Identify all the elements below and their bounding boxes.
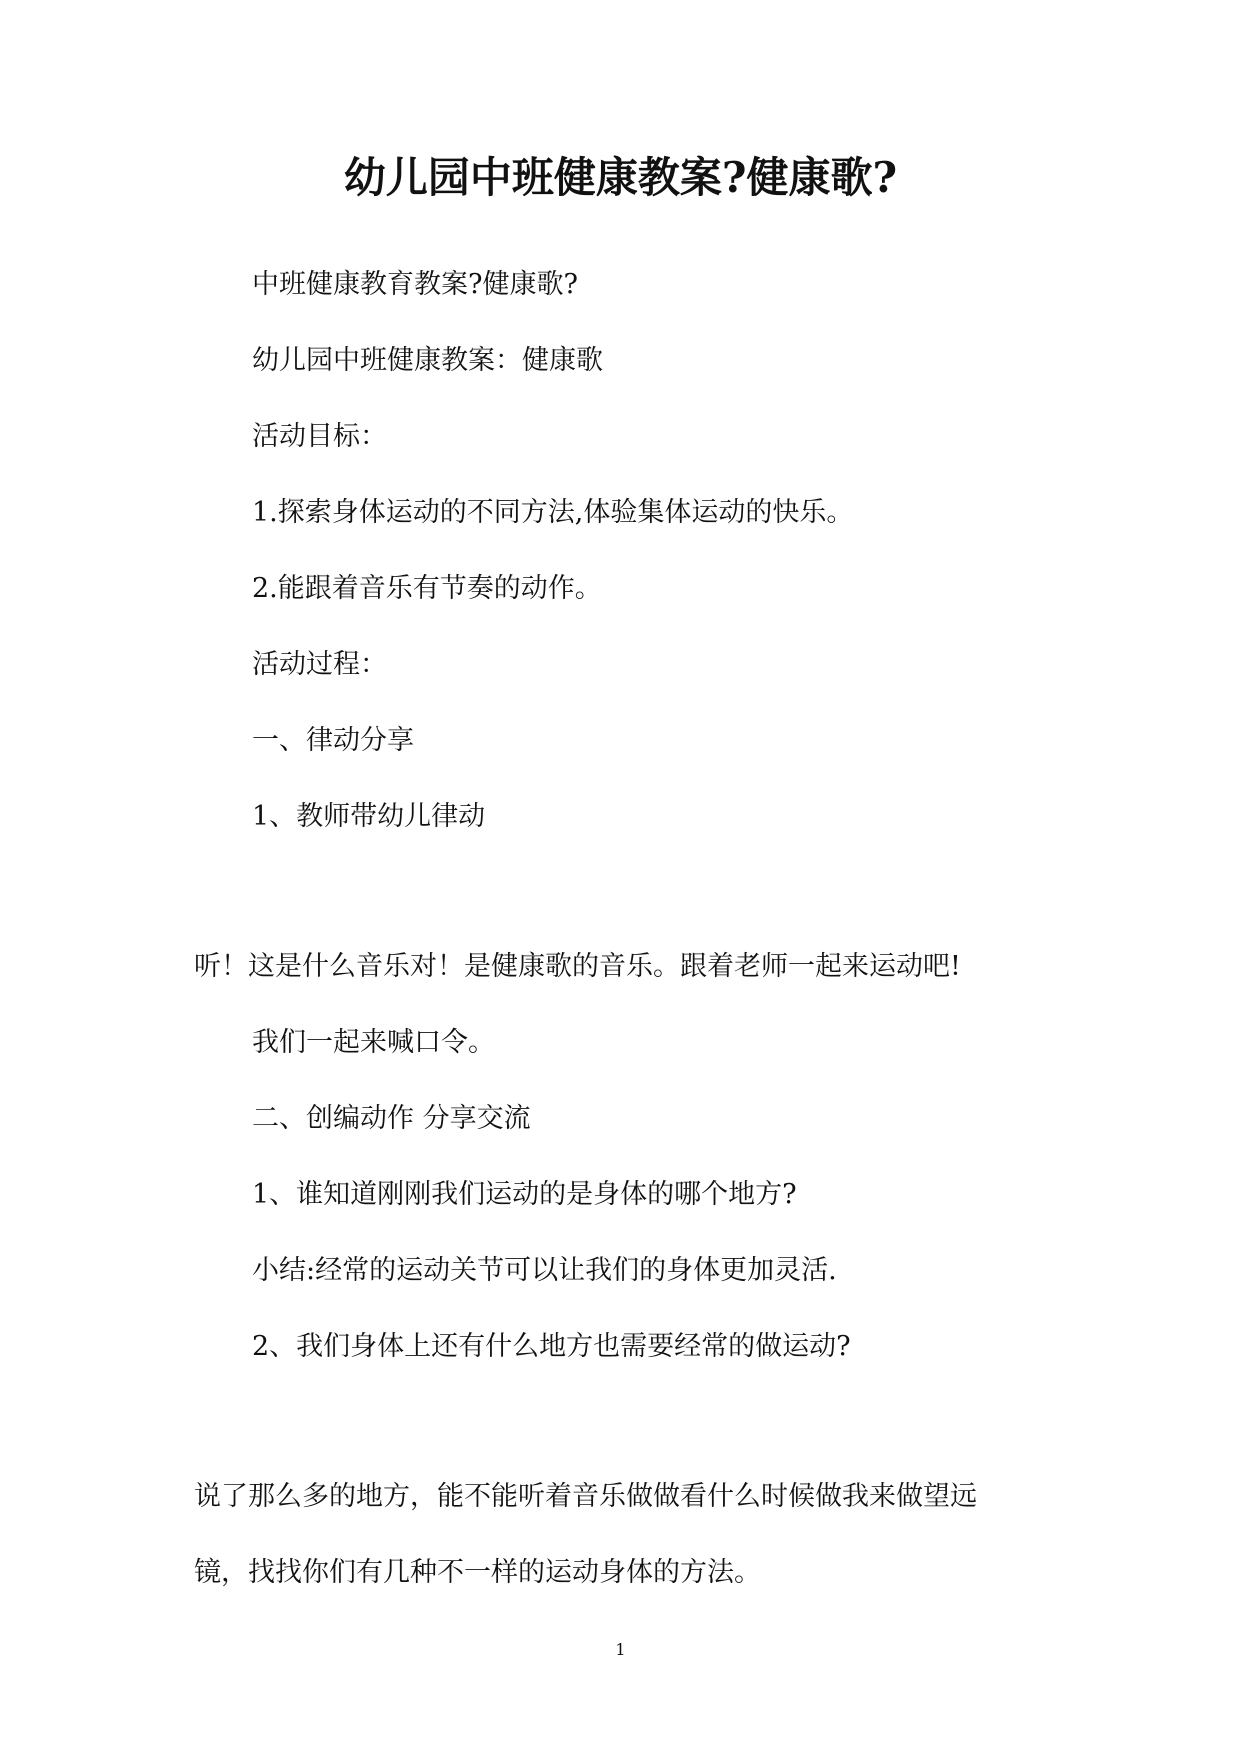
paragraph-line: 1、教师带幼儿律动 [252,801,486,832]
paragraph-line: 活动过程： [252,649,387,680]
paragraph-line: 一、律动分享 [252,725,414,756]
paragraph-line: 小结:经常的运动关节可以让我们的身体更加灵活. [252,1255,837,1286]
paragraph-line: 2.能跟着音乐有节奏的动作。 [252,573,602,604]
paragraph-line: 2、我们身体上还有什么地方也需要经常的做运动? [252,1331,851,1362]
paragraph-line: 活动目标： [252,421,387,452]
paragraph-line: 幼儿园中班健康教案：健康歌 [252,345,603,376]
paragraph-line: 1、谁知道刚刚我们运动的是身体的哪个地方? [252,1179,797,1210]
paragraph-line: 听！这是什么音乐对！是健康歌的音乐。跟着老师一起来运动吧! [194,951,961,982]
paragraph-line: 我们一起来喊口令。 [252,1027,495,1058]
document-title: 幼儿园中班健康教案?健康歌? [343,153,898,202]
paragraph-line: 镜，找找你们有几种不一样的运动身体的方法。 [194,1557,761,1588]
paragraph-line: 说了那么多的地方，能不能听着音乐做做看什么时候做我来做望远 [194,1481,977,1512]
paragraph-line: 中班健康教育教案?健康歌? [252,269,578,300]
paragraph-line: 二、创编动作 分享交流 [252,1103,531,1134]
page-number: 1 [615,1640,626,1659]
paragraph-line: 1.探索身体运动的不同方法,体验集体运动的快乐。 [252,497,854,528]
